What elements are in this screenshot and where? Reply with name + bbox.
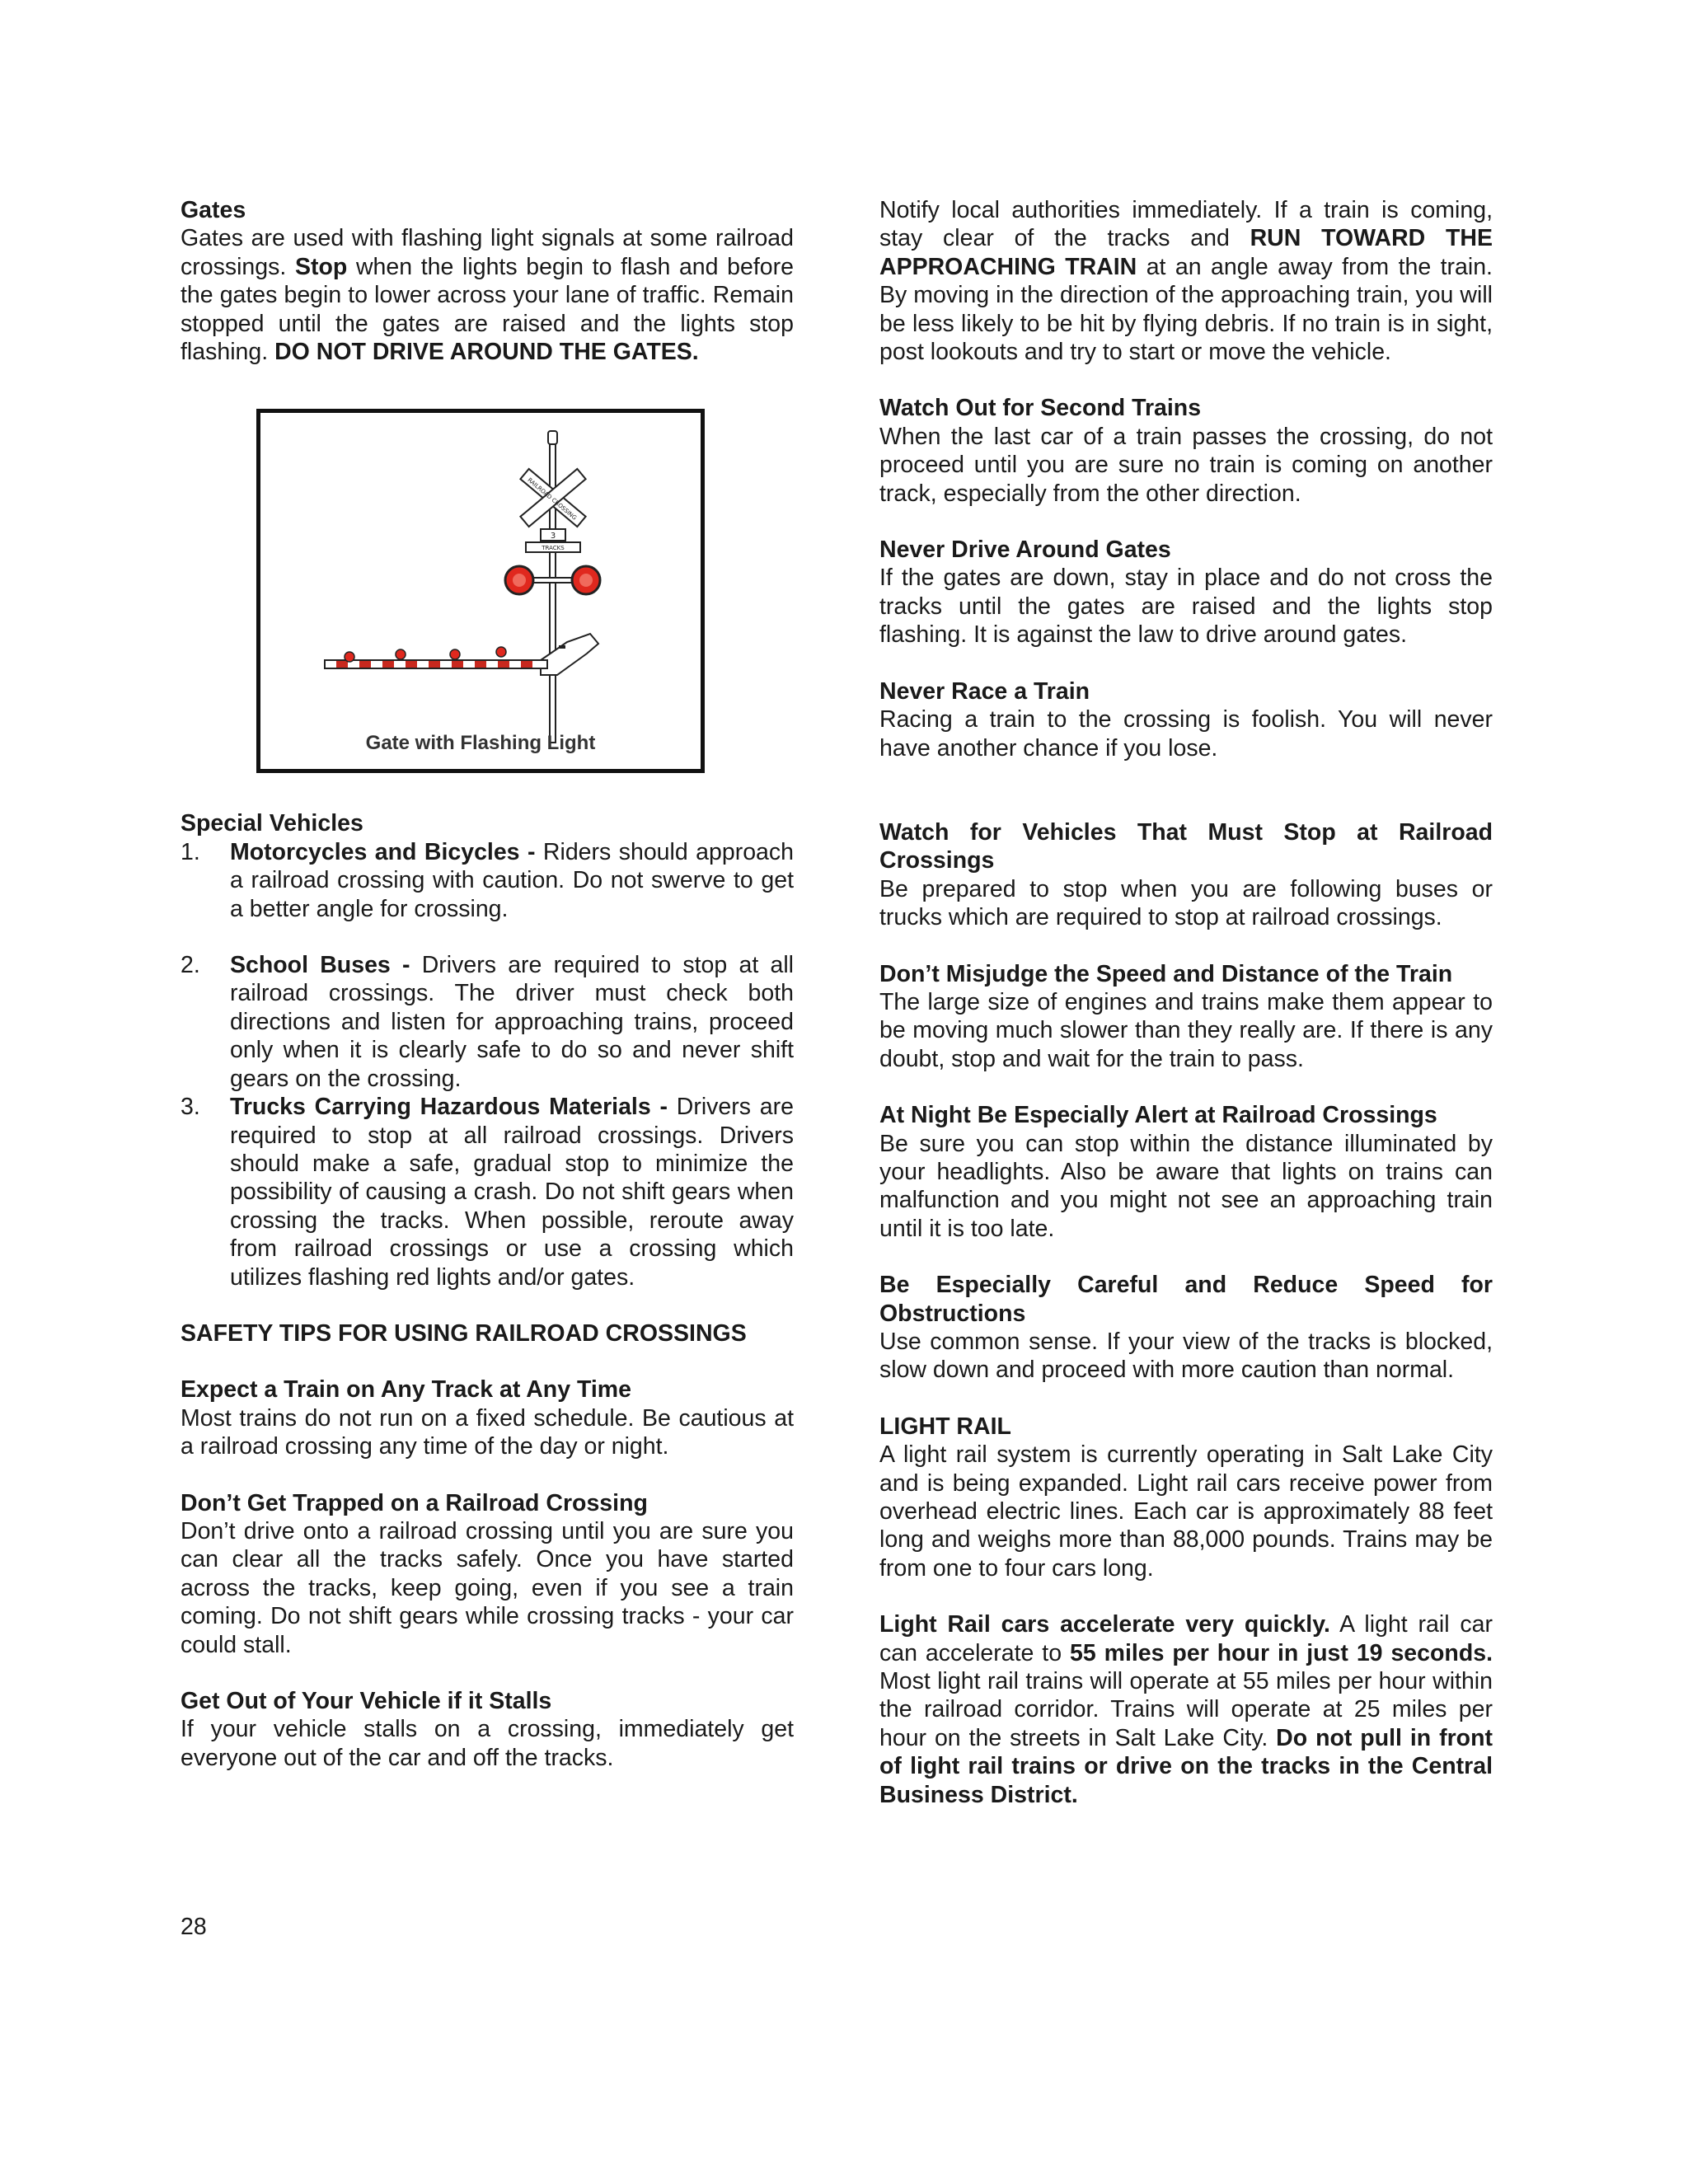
expect-train-section — [181, 1376, 794, 1460]
watch-vehicles-text: Be prepared to stop when you are following buses or trucks which are required to stop at railroad crossings. — [879, 875, 1493, 931]
left-column — [181, 196, 794, 1800]
watch-vehicles-heading: Watch for Vehicles That Must Stop at Railroad Crossings — [879, 818, 1493, 874]
figure-caption: Gate with Flashing Light — [365, 732, 596, 755]
never-gates-text: If the gates are down, stay in place and do not cross the tracks until the gates are raised and the lights stop flashing. It is against the law to drive around gates. — [879, 565, 1493, 649]
never-gates-heading: Never Drive Around Gates — [879, 537, 1171, 564]
careful-section — [879, 1271, 1493, 1385]
list-item-title: School Buses - — [230, 952, 422, 979]
gates-paragraph — [181, 224, 794, 366]
list-number: 3. — [181, 1094, 200, 1121]
gates-stop-bold: Stop — [294, 253, 348, 280]
list-item — [181, 838, 794, 923]
notify-section — [879, 196, 1493, 366]
stalls-text: If your vehicle stalls on a crossing, immediately get everyone out of the car and off the tracks. — [181, 1716, 794, 1771]
light-rail-section — [879, 1413, 1493, 1582]
second-trains-text: When the last car of a train passes the crossing, do not proceed until you are sure no train is coming on another track, especially from the other direction. — [879, 423, 1493, 507]
gate-arm — [325, 647, 547, 668]
gate-figure — [256, 409, 705, 773]
notify-text-2: at an angle away from the train. By moving in the direction of the approaching train, you will be less likely to be hit by flying debris. If no train is in sight, post lookouts and try to start or move the vehicle. — [879, 253, 1493, 366]
night-section — [879, 1101, 1493, 1243]
list-item — [181, 1093, 794, 1291]
notify-paragraph — [879, 196, 1493, 366]
watch-vehicles-section — [879, 818, 1493, 932]
notify-text-1: Notify local authorities immediately. If a train is coming, stay clear of the tracks and — [879, 197, 1493, 252]
accelerate-text-2: Most light rail trains will operate at 55 miles per hour within the railroad corridor. Trains will operate at 25 miles per hour on the streets in Salt Lake City. — [879, 1668, 1493, 1751]
never-race-section — [879, 677, 1493, 762]
night-heading: At Night Be Especially Alert at Railroad Crossings — [879, 1102, 1437, 1129]
list-item-text: Riders should approach a railroad crossing with caution. Do not swerve to get a better angle for crossing. — [230, 838, 794, 922]
misjudge-section — [879, 960, 1493, 1074]
list-item-title: Trucks Carrying Hazardous Materials - — [230, 1094, 677, 1121]
light-rail-heading: LIGHT RAIL — [879, 1413, 1011, 1440]
safety-tips-heading: SAFETY TIPS FOR USING RAILROAD CROSSINGS — [181, 1319, 747, 1347]
special-vehicles-list — [181, 838, 794, 1291]
second-trains-section — [879, 394, 1493, 508]
careful-heading: Be Especially Careful and Reduce Speed for Obstructions — [879, 1272, 1493, 1327]
gates-section — [181, 196, 794, 366]
accelerate-bold-2: 55 miles per hour in just 19 seconds. — [1070, 1639, 1493, 1666]
never-gates-section — [879, 536, 1493, 649]
stalls-heading: Get Out of Your Vehicle if it Stalls — [181, 1688, 552, 1714]
trapped-text: Don’t drive onto a railroad crossing until you are sure you can clear all the tracks safely. Once you have started across the tracks, keep going, even if you see a train coming. Do not shift gears while crossing tracks - your car could stall. — [181, 1517, 794, 1658]
accelerate-paragraph — [879, 1610, 1493, 1809]
light-rail-text: A light rail system is currently operating in Salt Lake City and is being expanded. Light rail cars receive power from overhead electric lines. Each car is approximately 88 feet long and weighs more than 88,000 pounds. Trains may be from one to four cars long. — [879, 1441, 1493, 1582]
second-trains-heading: Watch Out for Second Trains — [879, 395, 1202, 422]
tracks-label-text: TRACKS — [542, 545, 565, 552]
list-item-text: Drivers are required to stop at all railroad crossings. Drivers should make a safe, gradual stop to minimize the possibility of causing a crash. Do not shift gears when crossing the tracks. When possible, reroute away from railroad crossings or use a crossing which utilizes flashing red lights and/or gates. — [230, 1094, 795, 1291]
never-race-heading: Never Race a Train — [879, 677, 1090, 705]
gates-heading: Gates — [181, 197, 246, 223]
expect-train-text: Most trains do not run on a fixed schedule. Be cautious at a railroad crossing any time of the day or night. — [181, 1404, 794, 1460]
gates-warning-bold: DO NOT DRIVE AROUND THE GATES. — [274, 339, 699, 366]
accelerate-section — [879, 1610, 1493, 1809]
night-text: Be sure you can stop within the distance illuminated by your headlights. Also be aware that lights on trains can malfunction and you might not see an approaching train until it is too late. — [879, 1130, 1493, 1242]
gates-text-1: Gates are used with flashing light signals at some railroad crossings. — [181, 225, 794, 280]
list-item-text: Drivers are required to stop at all railroad crossings. The driver must check both directions and listen for approaching trains, proceed only when it is clearly safe to do so and never shift gears on the crossing. — [230, 952, 794, 1092]
misjudge-text: The large size of engines and trains make them appear to be moving much slower than they really are. If there is any doubt, stop and wait for the train to pass. — [879, 988, 1493, 1072]
misjudge-heading: Don’t Misjudge the Speed and Distance of the Train — [879, 960, 1453, 987]
track-count-text: 3 — [550, 532, 556, 541]
stalls-section — [181, 1687, 794, 1772]
right-column — [879, 196, 1493, 1837]
special-vehicles-section — [181, 809, 794, 1291]
accelerate-bold-3: Do not pull in front of light rail trains or drive on the tracks in the Central Business District. — [879, 1724, 1493, 1808]
list-item — [181, 951, 794, 1093]
list-number: 1. — [181, 838, 200, 865]
careful-text: Use common sense. If your view of the tracks is blocked, slow down and proceed with more caution than normal. — [879, 1329, 1493, 1384]
list-item-title: Motorcycles and Bicycles - — [230, 838, 543, 865]
safety-tips-heading-block — [181, 1319, 794, 1347]
crossing-gate-illustration — [260, 413, 701, 769]
list-number: 2. — [181, 952, 200, 979]
expect-train-heading: Expect a Train on Any Track at Any Time — [181, 1376, 631, 1404]
trapped-section — [181, 1489, 794, 1659]
notify-bold: RUN TOWARD THE APPROACHING TRAIN — [879, 225, 1493, 280]
accelerate-bold-1: Light Rail cars accelerate very quickly. — [879, 1611, 1330, 1638]
accelerate-text-1: A light rail car can accelerate to — [879, 1611, 1493, 1666]
page-number: 28 — [181, 1914, 207, 1940]
gates-text-2: when the lights begin to flash and before the gates begin to lower across your lane of traffic. Remain stopped until the gates are raised and the lights stop flashing. — [181, 253, 794, 366]
never-race-text: Racing a train to the crossing is foolish. You will never have another chance if you lose. — [879, 706, 1493, 762]
crossbuck-text: RAILROAD CROSSING — [526, 476, 578, 523]
special-vehicles-heading: Special Vehicles — [181, 810, 363, 837]
trapped-heading: Don’t Get Trapped on a Railroad Crossing — [181, 1489, 648, 1516]
